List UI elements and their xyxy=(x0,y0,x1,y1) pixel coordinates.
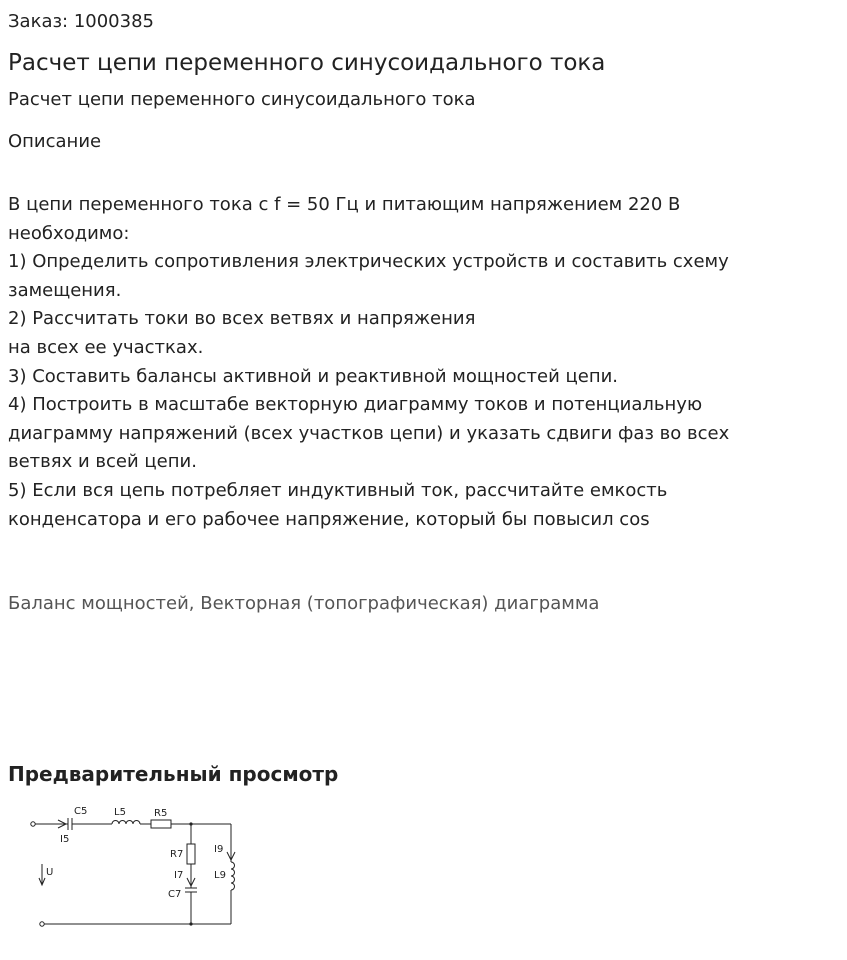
label-l5: L5 xyxy=(114,807,126,818)
label-r5: R5 xyxy=(154,808,168,819)
description-line: необходимо: xyxy=(8,222,130,244)
description-line: на всех ее участках. xyxy=(8,336,204,358)
tags-line: Баланс мощностей, Векторная (топографическая) диаграмма xyxy=(8,593,600,614)
description-line: конденсатора и его рабочее напряжение, который бы повысил cos xyxy=(8,508,650,530)
preview-heading: Предварительный просмотр xyxy=(8,762,339,786)
description-heading: Описание xyxy=(8,131,102,152)
description-line: 3) Составить балансы активной и реактивной мощностей цепи. xyxy=(8,365,619,387)
description-line: 5) Если вся цепь потребляет индуктивный ток, рассчитайте емкость xyxy=(8,479,668,501)
page-subtitle: Расчет цепи переменного синусоидального тока xyxy=(8,89,476,110)
circuit-schematic-image xyxy=(28,802,248,932)
description-body xyxy=(8,191,838,534)
input-terminal-bottom xyxy=(40,922,44,926)
description-line: В цепи переменного тока с f = 50 Гц и питающим напряжением 220 В xyxy=(8,194,681,215)
label-l9: L9 xyxy=(214,870,226,881)
order-number: Заказ: 1000385 xyxy=(8,11,154,32)
label-i7: I7 xyxy=(174,870,184,881)
junction-dot xyxy=(189,822,192,825)
description-line: 2) Рассчитать токи во всех ветвях и напряжения xyxy=(8,308,476,330)
label-i9: I9 xyxy=(214,844,224,855)
label-i5: I5 xyxy=(60,834,70,845)
description-line: 4) Построить в масштабе векторную диаграмму токов и потенциальную xyxy=(8,394,703,416)
label-u: U xyxy=(46,867,54,878)
label-c5: C5 xyxy=(74,806,88,817)
description-line: замещения. xyxy=(8,279,122,301)
description-line: ветвях и всей цепи. xyxy=(8,451,197,473)
description-line: 1) Определить сопротивления электрических устройств и составить схему xyxy=(8,251,729,273)
label-r7: R7 xyxy=(170,849,184,860)
page-title: Расчет цепи переменного синусоидального тока xyxy=(8,50,606,76)
input-terminal-top xyxy=(31,822,35,826)
junction-dot xyxy=(189,922,192,925)
label-c7: C7 xyxy=(168,889,182,900)
description-line: диаграмму напряжений (всех участков цепи) и указать сдвиги фаз во всех xyxy=(8,422,730,444)
